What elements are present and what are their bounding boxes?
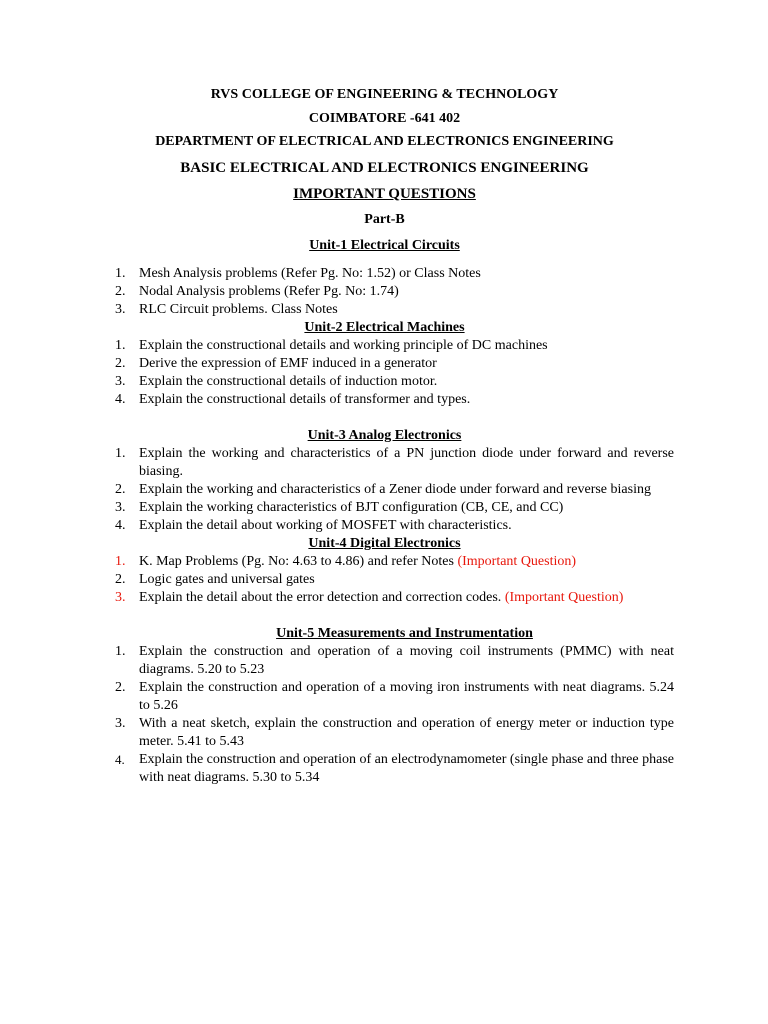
important-note: (Important Question) — [504, 590, 624, 605]
list-item — [95, 589, 674, 607]
unit-2-question-list — [95, 337, 674, 409]
item-number: 3. — [115, 302, 126, 317]
item-number: 1. — [115, 266, 126, 281]
unit-5-heading: Unit-5 Measurements and Instrumentation — [276, 626, 533, 641]
item-number: 1. — [115, 644, 126, 659]
item-number: 3. — [115, 590, 126, 605]
list-item — [95, 391, 674, 409]
unit-4-question-list — [95, 553, 674, 607]
item-text: Mesh Analysis problems (Refer Pg. No: 1.52) or Class Notes — [139, 266, 481, 281]
list-item — [95, 643, 674, 679]
item-text: Logic gates and universal gates — [139, 572, 315, 587]
item-number: 2. — [115, 572, 126, 587]
item-text: Explain the constructional details of induction motor. — [139, 374, 438, 389]
document-content — [95, 86, 674, 787]
list-item — [95, 481, 674, 499]
item-text: With a neat sketch, explain the construction and operation of energy meter or induction type meter. 5.41 to 5.43 — [139, 716, 674, 749]
item-text: Explain the construction and operation of a moving coil instruments (PMMC) with neat diagrams. 5.20 to 5.23 — [139, 644, 674, 677]
list-item — [95, 553, 674, 571]
item-text: K. Map Problems (Pg. No: 4.63 to 4.86) and refer Notes — [139, 554, 454, 569]
unit-5-question-list — [95, 643, 674, 787]
item-text: Explain the construction and operation of a moving iron instruments with neat diagrams. 5.24 to 5.26 — [139, 680, 674, 713]
important-note: (Important Question) — [457, 554, 577, 569]
unit-1-heading: Unit-1 Electrical Circuits — [309, 238, 460, 253]
document-title: IMPORTANT QUESTIONS — [293, 186, 476, 202]
item-text: Explain the working characteristics of BJT configuration (CB, CE, and CC) — [139, 500, 564, 515]
item-number: 2. — [115, 284, 126, 299]
item-text: Explain the working and characteristics of a PN junction diode under forward and reverse biasing. — [139, 446, 674, 479]
unit-2-heading: Unit-2 Electrical Machines — [304, 320, 465, 335]
unit-3-heading: Unit-3 Analog Electronics — [307, 428, 462, 443]
list-item — [95, 337, 674, 355]
list-item — [95, 283, 674, 301]
item-number: 3. — [115, 500, 126, 515]
item-text: Explain the constructional details and working principle of DC machines — [139, 338, 548, 353]
unit-4-heading: Unit-4 Digital Electronics — [308, 536, 461, 551]
item-number: 1. — [115, 554, 126, 569]
list-item — [95, 445, 674, 481]
list-item — [95, 265, 674, 283]
item-number: 4. — [115, 752, 125, 767]
subject-name: BASIC ELECTRICAL AND ELECTRONICS ENGINEERING — [180, 160, 589, 176]
list-item — [95, 499, 674, 517]
list-item — [95, 355, 674, 373]
item-number: 2. — [115, 680, 126, 695]
college-city: COIMBATORE -641 402 — [308, 111, 461, 126]
item-text: Derive the expression of EMF induced in a generator — [139, 356, 437, 371]
item-text: Explain the constructional details of transformer and types. — [139, 392, 471, 407]
part-label: Part-B — [364, 212, 405, 227]
department-name: DEPARTMENT OF ELECTRICAL AND ELECTRONICS ENGINEERING — [155, 134, 614, 149]
list-item — [95, 301, 674, 319]
list-item — [95, 751, 674, 787]
list-item — [95, 517, 674, 535]
item-text: Explain the construction and operation of an electrodynamometer (single phase and three phase with neat diagrams. 5.30 to 5.34 — [139, 752, 674, 785]
item-number: 4. — [115, 518, 126, 533]
item-number: 2. — [115, 356, 126, 371]
item-number: 3. — [115, 716, 126, 731]
list-item — [95, 679, 674, 715]
item-number: 1. — [115, 338, 126, 353]
list-item — [95, 571, 674, 589]
item-number: 4. — [115, 392, 126, 407]
list-item — [95, 373, 674, 391]
item-text: RLC Circuit problems. Class Notes — [139, 302, 338, 317]
college-name: RVS COLLEGE OF ENGINEERING & TECHNOLOGY — [210, 87, 559, 102]
item-number: 3. — [115, 374, 126, 389]
item-number: 2. — [115, 482, 126, 497]
item-number: 1. — [115, 446, 126, 461]
unit-1-question-list — [95, 265, 674, 319]
item-text: Explain the detail about working of MOSFET with characteristics. — [139, 518, 512, 533]
list-item — [95, 715, 674, 751]
unit-3-question-list — [95, 445, 674, 535]
item-text: Explain the detail about the error detection and correction codes. — [139, 590, 502, 605]
item-text: Explain the working and characteristics of a Zener diode under forward and reverse biasing — [139, 482, 651, 497]
item-text: Nodal Analysis problems (Refer Pg. No: 1.74) — [139, 284, 399, 299]
